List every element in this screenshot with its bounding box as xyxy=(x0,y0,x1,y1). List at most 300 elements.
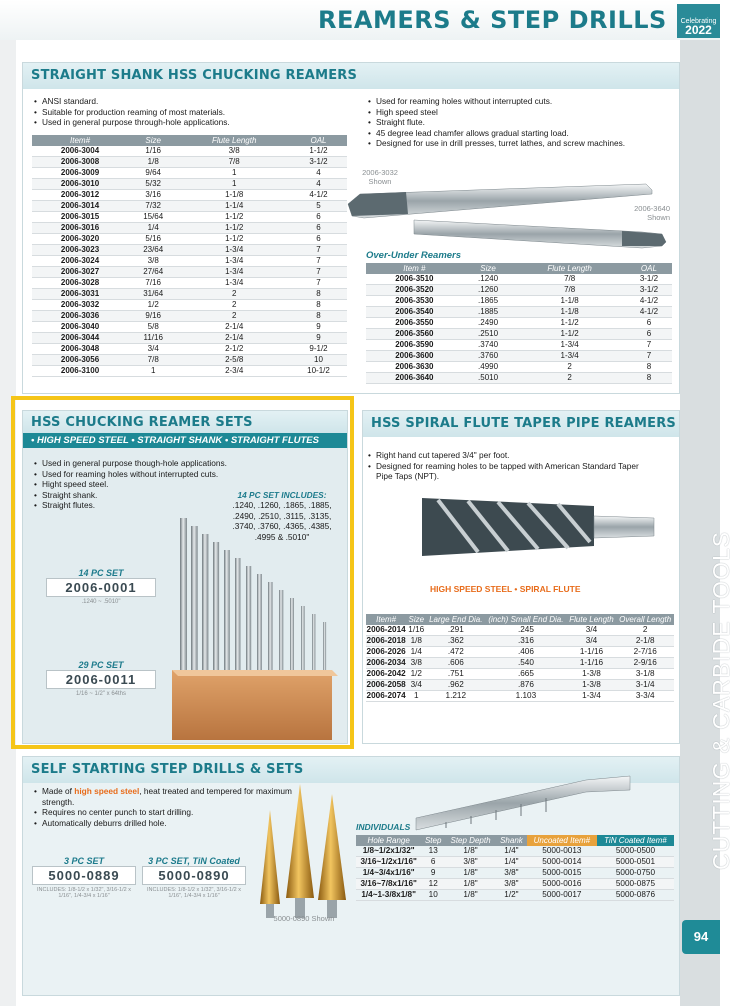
table-cell: 1/8 xyxy=(406,636,426,647)
table-row xyxy=(32,201,347,212)
table-cell: 4 xyxy=(290,179,347,190)
caption-2006-3032 xyxy=(355,168,405,186)
table-cell: 2 xyxy=(178,311,290,322)
spiral-flute-title: HSS SPIRAL FLUTE TAPER PIPE REAMERS xyxy=(371,416,676,431)
caption-number: 2006-3640 xyxy=(634,204,670,213)
table-row xyxy=(32,179,347,190)
table-cell: .3740 xyxy=(463,340,514,351)
bullet: • Straight shank. xyxy=(32,490,332,501)
table-cell: 5000-0500 xyxy=(597,846,674,857)
table-row xyxy=(32,212,347,223)
table-cell: 8 xyxy=(626,362,672,373)
table-cell: 5000-0013 xyxy=(527,846,597,857)
table-cell: 3/4 xyxy=(567,636,617,647)
table-cell: 2006-3036 xyxy=(32,311,128,322)
table-cell: 3/4 xyxy=(406,680,426,691)
table-cell: 1/8" xyxy=(445,890,496,901)
column-header: Shank xyxy=(496,835,527,846)
table-cell: 3/8 xyxy=(178,146,290,157)
table-row xyxy=(366,669,674,680)
set-label: 14 PC SET xyxy=(78,568,124,578)
table-row xyxy=(366,362,672,373)
table-cell: 27/64 xyxy=(128,267,178,278)
celebrating-label: Celebrating xyxy=(680,18,717,25)
straight-shank-bullets-right xyxy=(366,96,676,149)
table-row xyxy=(356,890,674,901)
table-cell: .751 xyxy=(426,669,485,680)
table-row xyxy=(32,322,347,333)
table-cell: 1/8" xyxy=(445,846,496,857)
step-drills-title: SELF STARTING STEP DRILLS & SETS xyxy=(31,762,304,777)
table-cell: 13 xyxy=(421,846,445,857)
table-cell: 2-1/4 xyxy=(178,322,290,333)
table-cell: 2006-3028 xyxy=(32,278,128,289)
step-drills-table xyxy=(356,835,674,901)
table-cell: .1865 xyxy=(463,296,514,307)
table-cell: 2 xyxy=(616,625,674,636)
table-row xyxy=(32,157,347,168)
table-cell: 2006-3590 xyxy=(366,340,463,351)
table-cell: 2006-3560 xyxy=(366,329,463,340)
side-banner-text: CUTTING & CARBIDE TOOLS xyxy=(708,530,734,870)
table-cell: 2-5/8 xyxy=(178,355,290,366)
table-cell: 3-1/4 xyxy=(616,680,674,691)
step-drill-gold-3 xyxy=(318,794,346,918)
set-number: 5000-0890 xyxy=(142,866,246,885)
table-cell: 6 xyxy=(626,329,672,340)
table-cell: 5000-0501 xyxy=(597,857,674,868)
bullet: • Suitable for production reaming of most materials. xyxy=(32,107,332,118)
bullet: • 45 degree lead chamfer allows gradual starting load. xyxy=(366,128,676,139)
page-title: REAMERS & STEP DRILLS xyxy=(318,6,667,34)
table-cell: .606 xyxy=(426,658,485,669)
table-cell: 1-1/2 xyxy=(513,329,625,340)
table-cell: 2-9/16 xyxy=(616,658,674,669)
table-cell: 3/4 xyxy=(128,344,178,355)
table-cell: 3/8" xyxy=(496,879,527,890)
table-cell: 1 xyxy=(178,168,290,179)
table-cell: 6 xyxy=(290,212,347,223)
spiral-flute-table xyxy=(366,614,674,702)
table-cell: 2006-3031 xyxy=(32,289,128,300)
table-cell: 5/32 xyxy=(128,179,178,190)
table-cell: 1-1/8 xyxy=(513,307,625,318)
table-cell: 9-1/2 xyxy=(290,344,347,355)
table-cell: 4-1/2 xyxy=(626,307,672,318)
table-cell: 6 xyxy=(421,857,445,868)
table-cell: .291 xyxy=(426,625,485,636)
table-row xyxy=(366,373,672,384)
table-cell: 2006-3100 xyxy=(32,366,128,377)
table-cell: 3/8 xyxy=(128,256,178,267)
table-cell: 1/2 xyxy=(128,300,178,311)
bullet: • Straight flutes. xyxy=(32,500,332,511)
table-cell: 7 xyxy=(290,267,347,278)
table-cell: 12 xyxy=(421,879,445,890)
table-cell: 5000-0750 xyxy=(597,868,674,879)
table-cell: 8 xyxy=(626,373,672,384)
table-cell: 3/16 xyxy=(128,190,178,201)
spiral-tagline: HIGH SPEED STEEL • SPIRAL FLUTE xyxy=(430,584,581,594)
set-label: 3 PC SET xyxy=(63,856,104,866)
table-row xyxy=(32,234,347,245)
table-cell: 10-1/2 xyxy=(290,366,347,377)
step-drill-shown-caption: 5000-0890 Shown xyxy=(273,914,335,923)
set-number: 5000-0889 xyxy=(32,866,136,885)
table-cell: .2490 xyxy=(463,318,514,329)
set-number: 2006-0011 xyxy=(46,670,156,689)
table-cell: 2006-3048 xyxy=(32,344,128,355)
column-header: Flute Length xyxy=(513,263,625,274)
table-row xyxy=(366,351,672,362)
table-cell: 2006-3510 xyxy=(366,274,463,285)
taper-reamer-image xyxy=(418,492,658,562)
table-row xyxy=(366,636,674,647)
table-row xyxy=(366,680,674,691)
table-cell: 7/8 xyxy=(513,285,625,296)
table-cell: 2006-3004 xyxy=(32,146,128,157)
set-3pc-tin xyxy=(142,856,246,899)
table-cell: 5000-0876 xyxy=(597,890,674,901)
table-cell: 7/8 xyxy=(513,274,625,285)
table-cell: 2006-3010 xyxy=(32,179,128,190)
table-cell: 1-1/16 xyxy=(567,658,617,669)
table-cell: 3-1/2 xyxy=(626,285,672,296)
table-row xyxy=(32,366,347,377)
table-row xyxy=(32,300,347,311)
table-cell: 5/16 xyxy=(128,234,178,245)
table-cell: 1-1/2 xyxy=(178,234,290,245)
column-header: Item# xyxy=(366,614,406,625)
column-header: Size xyxy=(406,614,426,625)
table-cell: 23/64 xyxy=(128,245,178,256)
table-row xyxy=(366,647,674,658)
table-row xyxy=(32,355,347,366)
set-includes: INCLUDES: 1/8-1/2 x 1/32", 3/16-1/2 x 1/16", 1/4-3/4 x 1/16" xyxy=(147,887,241,899)
table-cell: 2006-3032 xyxy=(32,300,128,311)
column-header: Size xyxy=(463,263,514,274)
table-cell: 1/8" xyxy=(445,868,496,879)
table-cell: 1-3/4 xyxy=(178,278,290,289)
bullet: • Designed for use in drill presses, turret lathes, and screw machines. xyxy=(366,138,676,149)
bullet: • Used in general purpose though-hole applications. xyxy=(32,458,332,469)
table-cell: .1260 xyxy=(463,285,514,296)
table-cell: 1/8~1/2x1/32" xyxy=(356,846,421,857)
table-cell: 2006-3015 xyxy=(32,212,128,223)
caption-shown: Shown xyxy=(368,177,392,186)
table-cell: 2-7/16 xyxy=(616,647,674,658)
celebrating-year: 2022 xyxy=(685,23,712,37)
table-cell: 8 xyxy=(290,311,347,322)
table-cell: 3/8 xyxy=(406,658,426,669)
table-cell: 2006-3024 xyxy=(32,256,128,267)
table-cell: 2006-3520 xyxy=(366,285,463,296)
bullet: • Used for reaming holes without interrupted cuts. xyxy=(32,469,332,480)
table-cell: 1/4 xyxy=(128,223,178,234)
table-cell: 2-3/4 xyxy=(178,366,290,377)
table-cell: 9 xyxy=(421,868,445,879)
caption-2006-3640 xyxy=(620,204,670,222)
table-cell: 1-3/8 xyxy=(567,680,617,691)
table-cell: 2 xyxy=(513,373,625,384)
column-header: Item # xyxy=(366,263,463,274)
table-cell: 7 xyxy=(290,256,347,267)
table-cell: 11/16 xyxy=(128,333,178,344)
table-cell: 1/8" xyxy=(445,879,496,890)
table-row xyxy=(356,879,674,890)
table-cell: 2006-2034 xyxy=(366,658,406,667)
step-drill-gold-1 xyxy=(260,810,280,918)
table-cell: 7 xyxy=(290,278,347,289)
table-cell: 3/4 xyxy=(567,625,617,636)
table-cell: 5 xyxy=(290,201,347,212)
table-header-row xyxy=(366,263,672,274)
table-cell: 3/16~1/2x1/16" xyxy=(356,857,421,868)
table-row xyxy=(32,146,347,157)
table-cell: .540 xyxy=(485,658,566,669)
table-cell: 3-1/8 xyxy=(616,669,674,680)
reamer-sets-subtitle: • HIGH SPEED STEEL • STRAIGHT SHANK • STRAIGHT FLUTES xyxy=(23,433,347,448)
table-cell: 2006-3056 xyxy=(32,355,128,366)
set-label: 29 PC SET xyxy=(78,660,124,670)
set-range: .1240 ~ .5010" xyxy=(81,599,121,605)
table-cell: 2006-3550 xyxy=(366,318,463,329)
column-header: OAL xyxy=(626,263,672,274)
table-cell: 10 xyxy=(290,355,347,366)
bullet: • Designed for reaming holes to be tapped with American Standard Taper Pipe Taps (NPT). xyxy=(366,461,656,482)
table-cell: 1-1/8 xyxy=(178,190,290,201)
table-cell: 1/4~1-3/8x1/8" xyxy=(356,890,421,901)
table-cell: 2006-3600 xyxy=(366,351,463,362)
table-cell: 1/2 xyxy=(406,669,426,680)
table-cell: 1/16 xyxy=(406,625,426,636)
column-header: Uncoated Item# xyxy=(527,835,597,846)
individuals-title: INDIVIDUALS xyxy=(356,822,411,832)
table-cell: 2006-3012 xyxy=(32,190,128,201)
table-cell: 3/16~7/8x1/16" xyxy=(356,879,421,890)
table-cell: 2006-3023 xyxy=(32,245,128,256)
table-cell: 7 xyxy=(290,245,347,256)
table-cell: 1-1/8 xyxy=(513,296,625,307)
table-cell: 1-3/8 xyxy=(567,669,617,680)
straight-shank-title: STRAIGHT SHANK HSS CHUCKING REAMERS xyxy=(31,68,358,83)
table-cell: 1-1/2 xyxy=(513,318,625,329)
column-header: TiN Coated Item# xyxy=(597,835,674,846)
table-cell: 8 xyxy=(290,300,347,311)
table-row xyxy=(32,256,347,267)
straight-shank-bullets-left xyxy=(32,96,332,128)
side-banner xyxy=(686,440,734,870)
table-cell: 2006-3014 xyxy=(32,201,128,212)
table-cell: 9/16 xyxy=(128,311,178,322)
table-row xyxy=(32,289,347,300)
column-header: Hole Range xyxy=(356,835,421,846)
column-header: OAL xyxy=(290,135,347,146)
table-cell: 6 xyxy=(290,234,347,245)
table-cell: 1-1/16 xyxy=(567,647,617,658)
caption-shown: Shown xyxy=(647,213,670,222)
set-includes: INCLUDES: 1/8-1/2 x 1/32", 3/16-1/2 x 1/16", 1/4-3/4 x 1/16" xyxy=(37,887,131,899)
table-row xyxy=(32,278,347,289)
bullet: • High speed steel xyxy=(366,107,676,118)
bullet: • Hight speed steel. xyxy=(32,479,332,490)
table-cell: 3/8" xyxy=(445,857,496,868)
table-row xyxy=(366,329,672,340)
step-drill-gold-2 xyxy=(286,784,314,918)
table-cell: 2006-2026 xyxy=(366,647,406,656)
table-cell: 5000-0015 xyxy=(527,868,597,879)
table-row xyxy=(32,333,347,344)
table-row xyxy=(356,846,674,857)
table-header-row xyxy=(32,135,347,146)
bullet: • Used in general purpose through-hole applications. xyxy=(32,117,332,128)
table-cell: 2006-3530 xyxy=(366,296,463,307)
column-header: Flute Length xyxy=(178,135,290,146)
table-row xyxy=(32,267,347,278)
table-cell: 3-1/2 xyxy=(626,274,672,285)
table-cell: .1240 xyxy=(463,274,514,285)
celebrating-badge xyxy=(677,4,720,38)
table-cell: 1-3/4 xyxy=(513,351,625,362)
table-header-row xyxy=(366,614,674,625)
bullet: • Automatically deburrs drilled hole. xyxy=(32,818,302,829)
table-cell: 2-1/8 xyxy=(616,636,674,647)
table-row xyxy=(366,296,672,307)
bullet-pre: Made of xyxy=(42,786,75,796)
table-cell: .962 xyxy=(426,680,485,691)
table-cell: 2006-3009 xyxy=(32,168,128,179)
table-cell: 15/64 xyxy=(128,212,178,223)
bullet: • Requires no center punch to start drilling. xyxy=(32,807,302,818)
table-cell: 1-1/2 xyxy=(178,212,290,223)
table-cell: 1/4~3/4x1/16" xyxy=(356,868,421,879)
column-header: Overall Length xyxy=(616,614,674,625)
column-header: Step Depth xyxy=(445,835,496,846)
reamer-sets-title: HSS CHUCKING REAMER SETS xyxy=(31,415,253,430)
table-cell: .2510 xyxy=(463,329,514,340)
table-cell: 3/8" xyxy=(496,868,527,879)
table-cell: .876 xyxy=(485,680,566,691)
set-3pc xyxy=(32,856,136,899)
table-row xyxy=(356,857,674,868)
table-cell: 1-1/2 xyxy=(290,146,347,157)
table-cell: 2-1/2 xyxy=(178,344,290,355)
table-cell: 7/8 xyxy=(178,157,290,168)
table-cell: 2006-3044 xyxy=(32,333,128,344)
table-cell: 4 xyxy=(290,168,347,179)
column-header: Size xyxy=(128,135,178,146)
table-cell: 2006-2058 xyxy=(366,680,406,689)
table-cell: 1/16 xyxy=(128,146,178,157)
set-label: 3 PC SET, TiN Coated xyxy=(148,856,240,866)
table-cell: 2006-2042 xyxy=(366,669,406,678)
table-cell: 2006-2018 xyxy=(366,636,406,645)
table-row xyxy=(366,625,674,636)
table-cell: 9/64 xyxy=(128,168,178,179)
table-cell: 1/4" xyxy=(496,846,527,857)
table-row xyxy=(32,311,347,322)
includes-title: 14 PC SET INCLUDES: xyxy=(237,490,327,500)
table-cell: 6 xyxy=(626,318,672,329)
table-cell: 5000-0016 xyxy=(527,879,597,890)
table-cell: .1885 xyxy=(463,307,514,318)
table-cell: 2006-3008 xyxy=(32,157,128,168)
table-cell: 2006-3640 xyxy=(366,373,463,384)
table-cell: 1-3/4 xyxy=(178,245,290,256)
table-cell: 1 xyxy=(178,179,290,190)
column-header: Item# xyxy=(32,135,128,146)
table-row xyxy=(366,307,672,318)
table-cell: .3760 xyxy=(463,351,514,362)
table-row xyxy=(32,168,347,179)
table-row xyxy=(366,285,672,296)
table-cell: .4990 xyxy=(463,362,514,373)
straight-shank-header xyxy=(23,63,679,89)
column-header: Flute Length xyxy=(567,614,617,625)
table-row xyxy=(32,190,347,201)
table-row xyxy=(32,223,347,234)
table-cell: 2 xyxy=(178,289,290,300)
table-cell: 5000-0014 xyxy=(527,857,597,868)
bullet: • Right hand cut tapered 3/4" per foot. xyxy=(366,450,656,461)
table-row xyxy=(366,658,674,669)
column-header: (inch) Small End Dia. xyxy=(485,614,566,625)
table-cell: 1/4" xyxy=(496,857,527,868)
table-cell: 2006-3540 xyxy=(366,307,463,318)
table-cell: 4-1/2 xyxy=(290,190,347,201)
table-cell: 5/8 xyxy=(128,322,178,333)
column-header: Large End Dia. xyxy=(426,614,485,625)
table-cell: .665 xyxy=(485,669,566,680)
table-cell: 1 xyxy=(406,691,426,702)
table-cell: .472 xyxy=(426,647,485,658)
table-cell: 2006-2074 xyxy=(366,691,406,700)
table-cell: 1.103 xyxy=(485,691,566,702)
table-cell: 1-1/4 xyxy=(178,201,290,212)
page-number: 94 xyxy=(682,920,720,954)
table-cell: 6 xyxy=(290,223,347,234)
table-cell: 8 xyxy=(290,289,347,300)
bullet-highlight: high speed steel xyxy=(74,786,140,796)
table-cell: 2 xyxy=(178,300,290,311)
table-cell: 7/8 xyxy=(128,355,178,366)
table-cell: 2006-3027 xyxy=(32,267,128,278)
table-cell: 9 xyxy=(290,322,347,333)
table-cell: 1/8 xyxy=(128,157,178,168)
spiral-flute-bullets xyxy=(366,450,656,482)
table-row xyxy=(366,340,672,351)
table-row xyxy=(32,344,347,355)
caption-number: 2006-3032 xyxy=(362,168,398,177)
table-cell: 7 xyxy=(626,351,672,362)
table-cell: 5000-0017 xyxy=(527,890,597,901)
table-cell: 1-1/2 xyxy=(178,223,290,234)
set-range: 1/16 ~ 1/2" x 64ths xyxy=(76,691,126,697)
bullet: • Used for reaming holes without interrupted cuts. xyxy=(366,96,676,107)
table-cell: 2006-3016 xyxy=(32,223,128,234)
table-cell: 7/16 xyxy=(128,278,178,289)
table-cell: 7 xyxy=(626,340,672,351)
over-under-title: Over-Under Reamers xyxy=(366,250,462,261)
table-header-row xyxy=(356,835,674,846)
table-cell: 3-1/2 xyxy=(290,157,347,168)
spiral-flute-header xyxy=(363,411,679,437)
table-cell: 7/32 xyxy=(128,201,178,212)
set-number: 2006-0001 xyxy=(46,578,156,597)
includes-text: .1240, .1260, .1865, .1885, .2490, .2510, .3115, .3135, .3740, .3760, .4365, .4385, .4995 & .5010" xyxy=(232,500,332,542)
straight-shank-table xyxy=(32,135,347,377)
table-cell: 10 xyxy=(421,890,445,901)
